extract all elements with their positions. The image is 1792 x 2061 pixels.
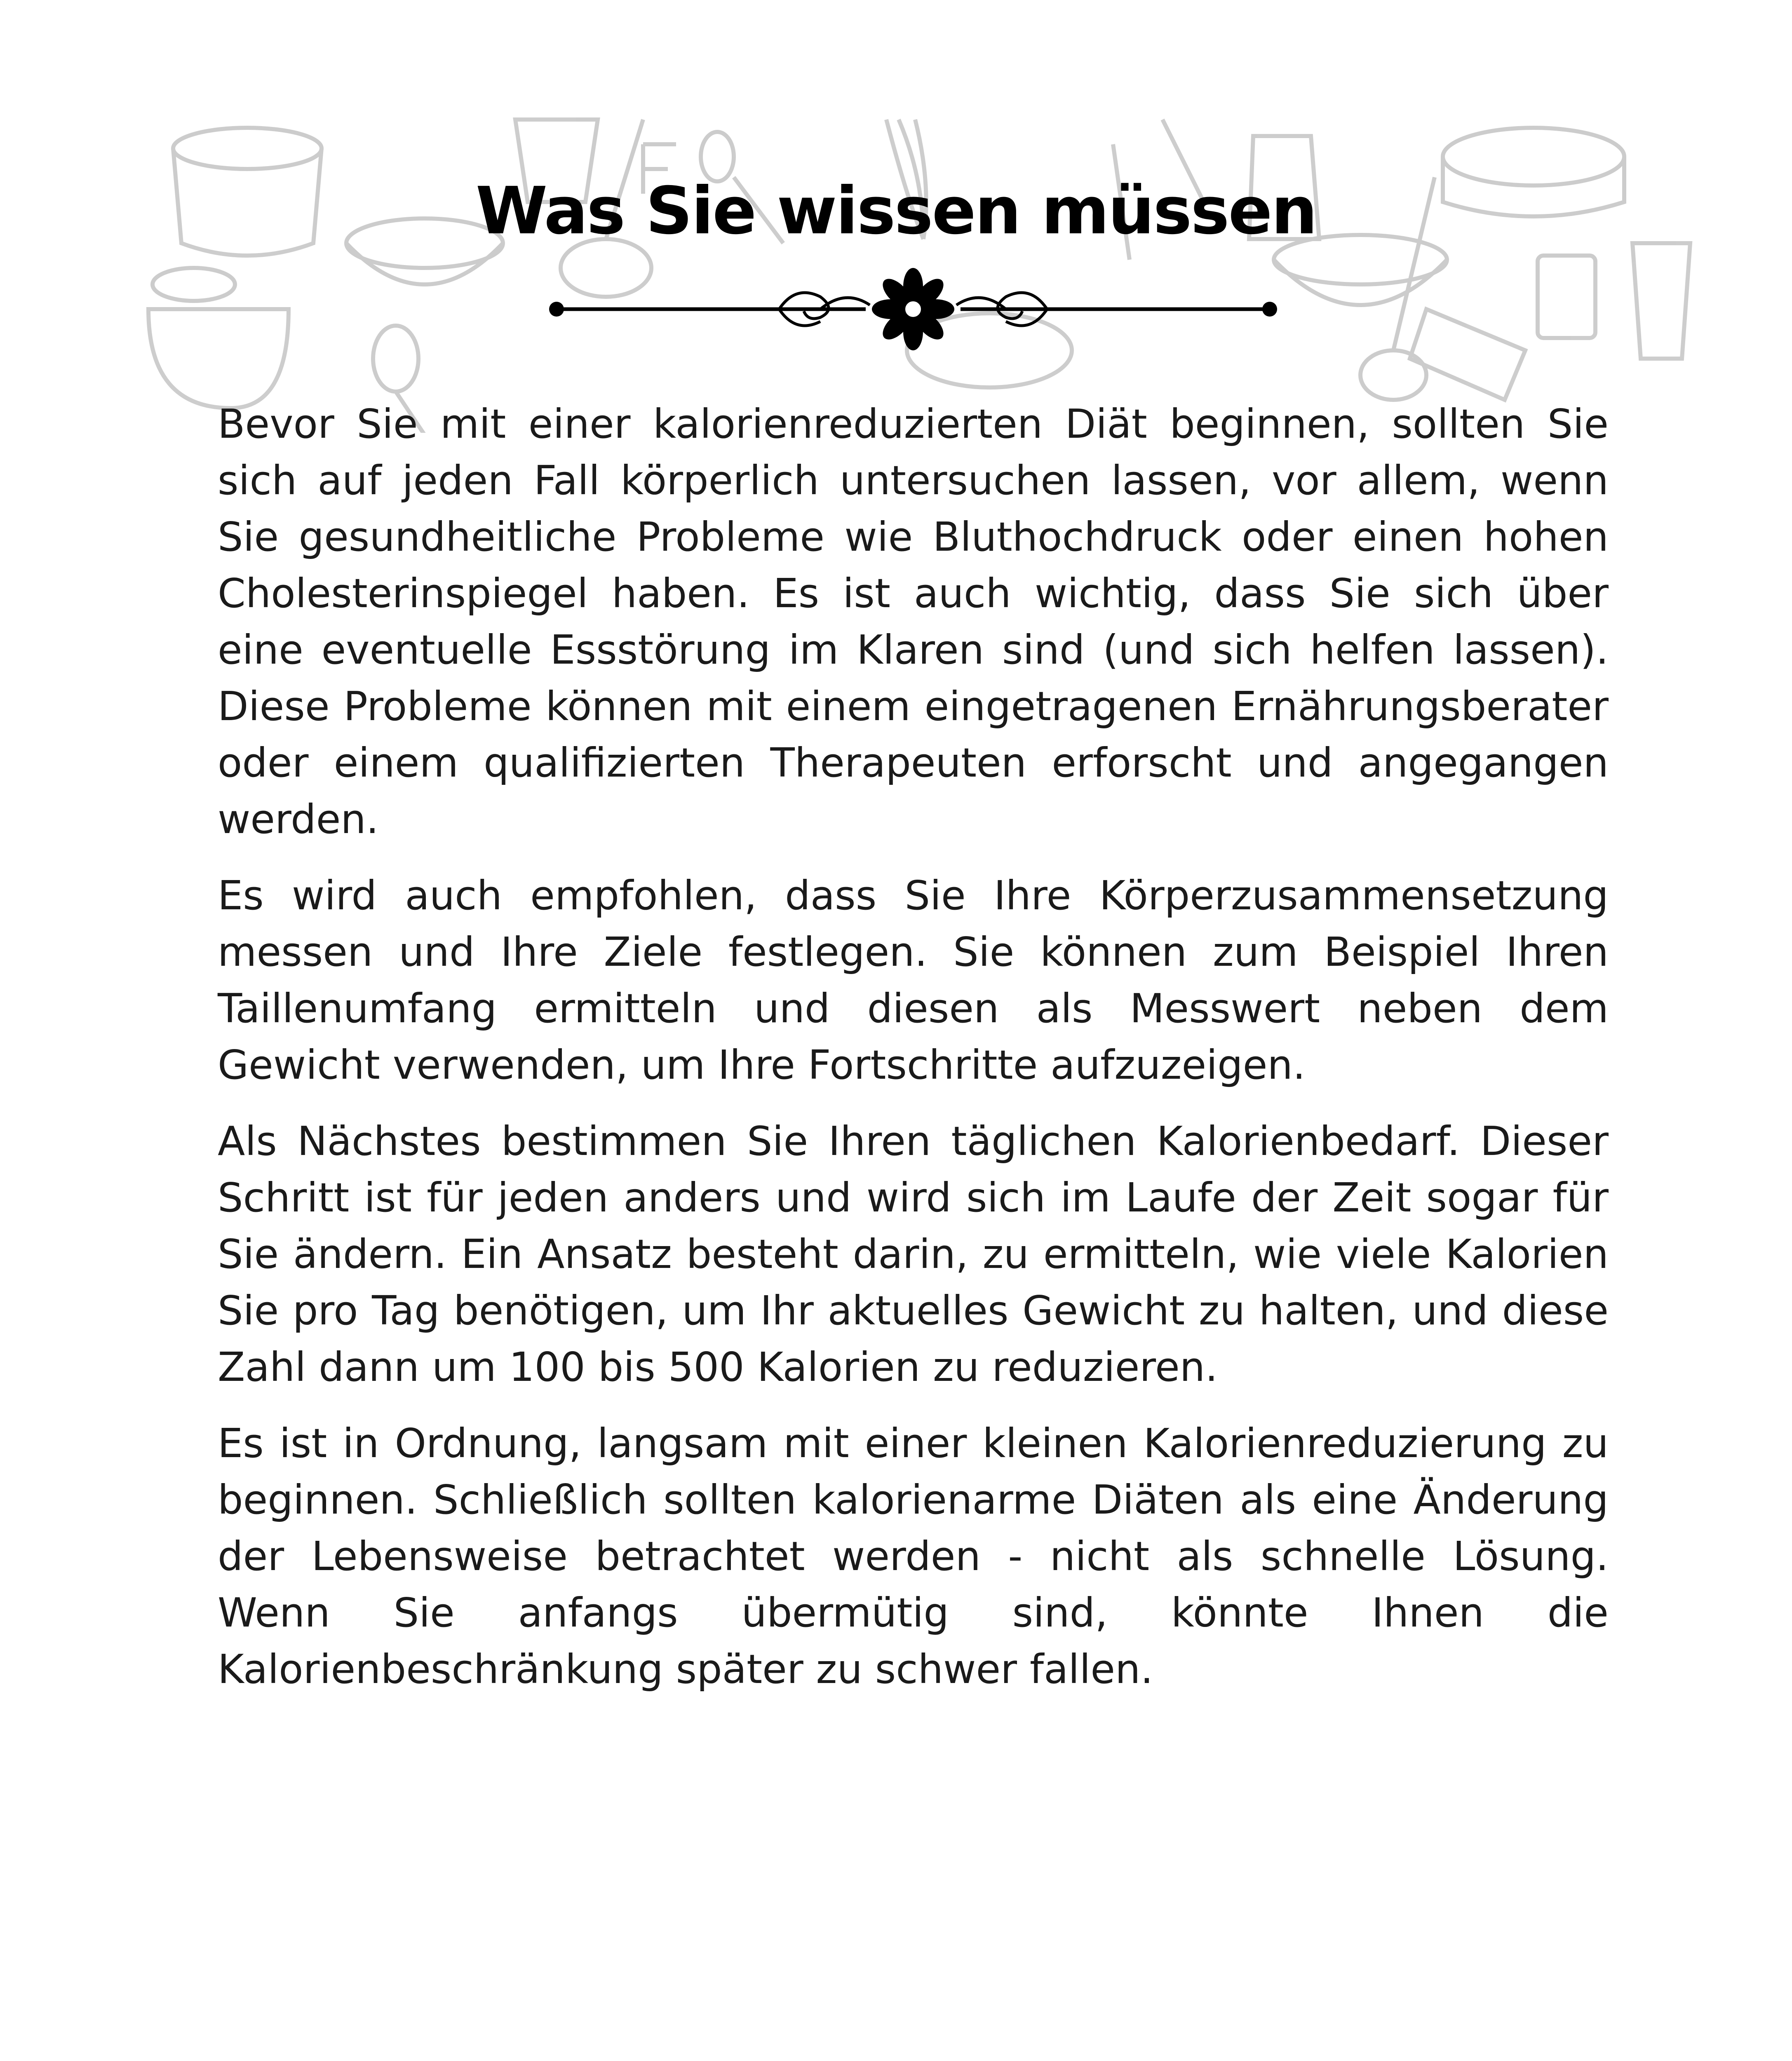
paragraph-1: Bevor Sie mit einer kalorienreduzierten Diät beginnen, sollten Sie sich auf jeden Fall körperlich untersuchen lassen, vor allem, wenn Sie gesundheitliche Probleme wie Bluthochdruck oder einen hohen Cholesterinspiegel haben. Es ist auch wichtig, dass Sie sich über eine eventuelle Essstörung im Klaren sind (und sich helfen lassen). Diese Probleme können mit einem eingetragenen Ernährungsberater oder einem qualifizierten Therapeuten erforscht und angegangen werden. — [218, 401, 1609, 843]
paragraph-2: Es wird auch empfohlen, dass Sie Ihre Körperzusammensetzung messen und Ihre Ziele festlegen. Sie können zum Beispiel Ihren Taillenumfang ermitteln und diesen als Messwert neben dem Gewicht verwenden, um Ihre Fortschritte aufzuzeigen. — [218, 872, 1609, 1088]
paragraph-4: Es ist in Ordnung, langsam mit einer kleinen Kalorienreduzierung zu beginnen. Schließlich sollten kalorienarme Diäten als eine Änderung der Lebensweise betrachtet werden - nicht als schnelle Lösung. Wenn Sie anfangs übermütig sind, könnte Ihnen die Kalorienbeschränkung später zu schwer fallen. — [218, 1420, 1609, 1692]
flower-divider-icon — [548, 264, 1278, 354]
body-text — [218, 396, 1609, 1717]
paragraph-3: Als Nächstes bestimmen Sie Ihren täglichen Kalorienbedarf. Dieser Schritt ist für jeden anders und wird sich im Laufe der Zeit sogar für Sie ändern. Ein Ansatz besteht darin, zu ermitteln, wie viele Kalorien Sie pro Tag benötigen, um Ihr aktuelles Gewicht zu halten, und diese Zahl dann um 100 bis 500 Kalorien zu reduzieren. — [218, 1118, 1609, 1390]
page-title: Was Sie wissen müssen — [475, 173, 1317, 249]
